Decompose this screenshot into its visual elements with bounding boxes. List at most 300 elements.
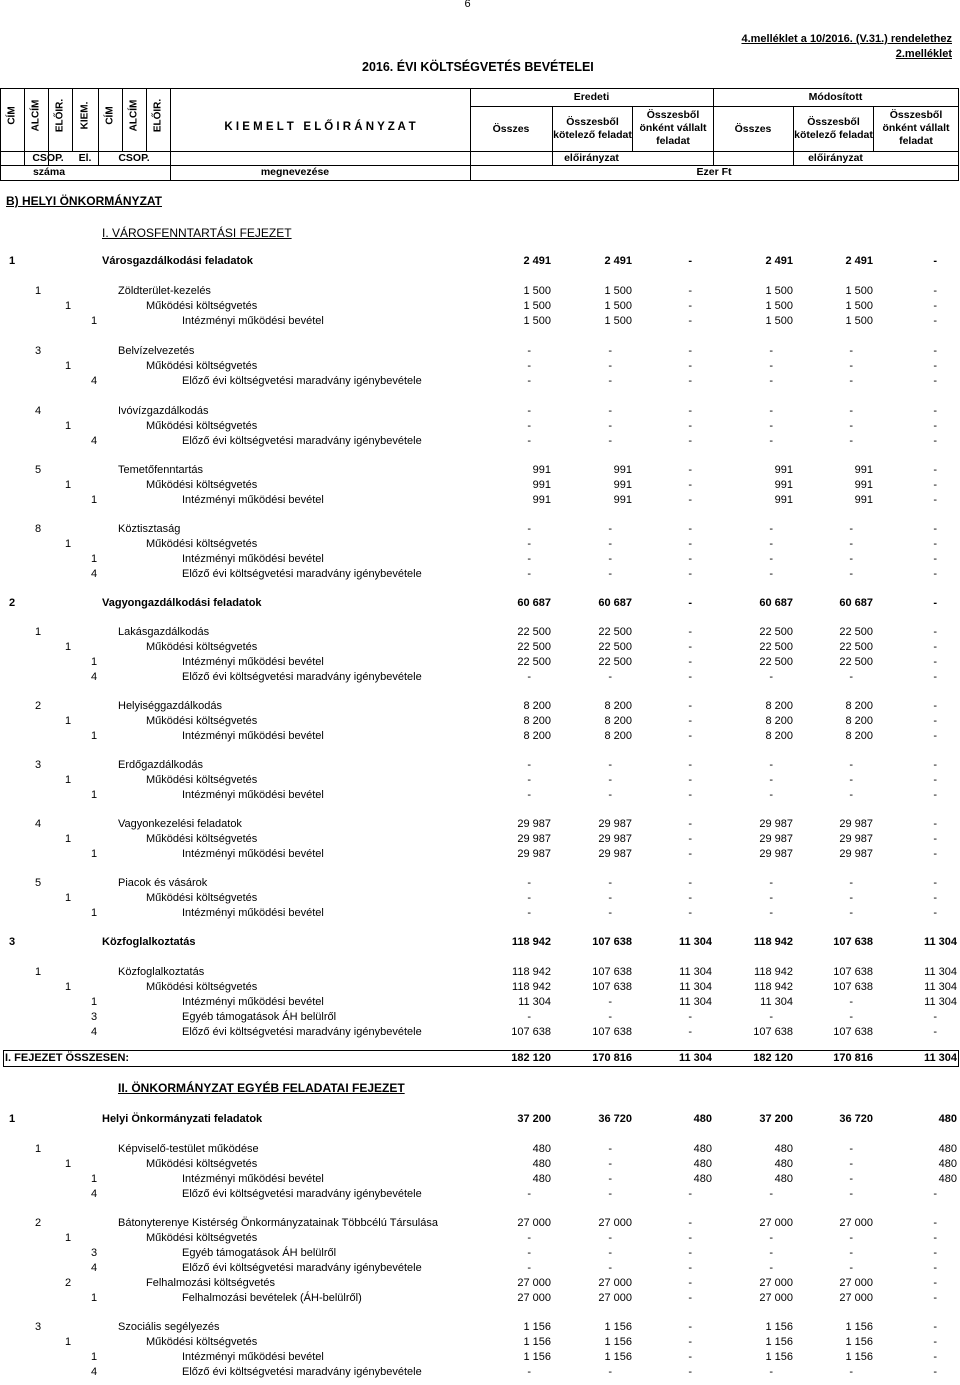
row-name: Vagyonkezelési feladatok (118, 818, 242, 830)
table-row (0, 981, 960, 996)
row-value: 27 000 (839, 1292, 873, 1304)
row-value: 29 987 (598, 833, 632, 845)
table-row (0, 1217, 960, 1232)
row-value: - (849, 759, 853, 771)
row-name: Belvízelvezetés (118, 345, 195, 357)
row-value: - (933, 1262, 937, 1274)
row-code: 4 (90, 671, 98, 683)
row-code: 3 (8, 936, 16, 948)
row-value: - (933, 494, 937, 506)
row-value: 107 638 (592, 966, 632, 978)
table-row (0, 1292, 960, 1307)
row-value: - (688, 1262, 692, 1274)
row-name: Felhalmozási költségvetés (146, 1277, 276, 1289)
row-value: 1 156 (845, 1351, 873, 1363)
row-value: 480 (693, 1173, 712, 1185)
row-value: - (933, 715, 937, 727)
row-value: 991 (854, 479, 873, 491)
header-kotelezo-2: Összesből kötelező feladat (794, 116, 873, 141)
row-code: 1 (64, 981, 72, 993)
row-value: - (933, 523, 937, 535)
section-title: B) HELYI ÖNKORMÁNYZAT (6, 194, 162, 208)
row-value: 991 (774, 479, 793, 491)
table-row (0, 892, 960, 907)
row-value: - (688, 494, 692, 506)
row-value: - (933, 538, 937, 550)
row-value: - (527, 553, 531, 565)
header-osszes: Összes (492, 123, 530, 135)
row-value: - (933, 789, 937, 801)
table-row (0, 1277, 960, 1292)
row-value: - (933, 255, 937, 267)
row-value: - (688, 1247, 692, 1259)
row-value: - (849, 877, 853, 889)
row-value: - (769, 420, 773, 432)
table-row (0, 877, 960, 892)
row-code: 1 (64, 715, 72, 727)
row-value: 11 304 (678, 1052, 712, 1064)
row-value: 991 (532, 479, 551, 491)
row-value: - (688, 375, 692, 387)
table-row (0, 759, 960, 774)
row-value: - (769, 1011, 773, 1023)
table-row (0, 996, 960, 1011)
row-code: 1 (34, 285, 42, 297)
row-value: - (688, 1277, 692, 1289)
row-value: - (769, 1247, 773, 1259)
row-value: - (933, 848, 937, 860)
annex-label (741, 32, 952, 62)
table-row (0, 1351, 960, 1366)
row-value: - (608, 553, 612, 565)
row-name: Felhalmozási bevételek (ÁH-belülről) (182, 1292, 362, 1304)
row-value: 60 687 (839, 597, 873, 609)
row-value: 8 200 (523, 730, 551, 742)
row-value: - (933, 375, 937, 387)
row-name: Előző évi költségvetési maradvány igénybevétele (182, 671, 422, 683)
row-value: - (933, 1026, 937, 1038)
row-value: - (527, 1366, 531, 1378)
row-value: 22 500 (598, 656, 632, 668)
row-value: 480 (532, 1158, 551, 1170)
row-value: - (608, 789, 612, 801)
row-code: 4 (90, 1026, 98, 1038)
row-code: 1 (90, 730, 98, 742)
chapter-total-row (0, 1052, 960, 1067)
header-cim-2: CÍM (104, 106, 116, 125)
row-value: - (769, 345, 773, 357)
row-value: - (688, 759, 692, 771)
row-name: Működési költségvetés (146, 360, 258, 372)
row-value: - (769, 671, 773, 683)
row-code: 1 (90, 1351, 98, 1363)
row-code: 4 (90, 1188, 98, 1200)
row-value: 2 491 (765, 255, 793, 267)
row-value: - (933, 671, 937, 683)
table-row (0, 568, 960, 583)
table-row (0, 1262, 960, 1277)
row-value: - (933, 1277, 937, 1289)
row-value: - (688, 1026, 692, 1038)
row-value: - (527, 1232, 531, 1244)
header-eloiranyzat-2: előirányzat (808, 152, 863, 164)
row-value: 1 156 (765, 1336, 793, 1348)
table-row (0, 420, 960, 435)
row-value: - (688, 641, 692, 653)
row-code: 4 (34, 405, 42, 417)
row-name: Működési költségvetés (146, 892, 258, 904)
table-row (0, 523, 960, 538)
row-value: 1 500 (845, 285, 873, 297)
row-value: - (527, 568, 531, 580)
row-value: - (769, 789, 773, 801)
table-row (0, 907, 960, 922)
row-code: 1 (64, 360, 72, 372)
row-value: - (608, 345, 612, 357)
row-value: - (933, 553, 937, 565)
row-name: I. FEJEZET ÖSSZESEN: (5, 1052, 130, 1064)
row-value: 480 (693, 1143, 712, 1155)
table-row (0, 435, 960, 450)
row-name: Előző évi költségvetési maradvány igénybevétele (182, 1026, 422, 1038)
row-value: 107 638 (592, 936, 632, 948)
table-row (0, 1366, 960, 1381)
row-code: 1 (8, 255, 16, 267)
row-value: - (933, 700, 937, 712)
row-value: 480 (774, 1158, 793, 1170)
row-value: - (608, 360, 612, 372)
row-value: - (849, 1173, 853, 1185)
row-code: 5 (34, 877, 42, 889)
table-row (0, 538, 960, 553)
row-code: 4 (90, 568, 98, 580)
row-value: - (849, 671, 853, 683)
row-value: - (608, 538, 612, 550)
row-value: - (688, 774, 692, 786)
row-value: - (849, 907, 853, 919)
row-name: Intézményi működési bevétel (182, 848, 324, 860)
row-value: 118 942 (511, 936, 551, 948)
row-value: 8 200 (604, 715, 632, 727)
row-value: - (769, 553, 773, 565)
row-value: 60 687 (598, 597, 632, 609)
row-value: - (688, 656, 692, 668)
row-value: 991 (774, 464, 793, 476)
chapter-title-2: II. ÖNKORMÁNYZAT EGYÉB FELADATAI FEJEZET (118, 1081, 405, 1095)
row-value: 27 000 (759, 1217, 793, 1229)
row-code: 1 (90, 848, 98, 860)
table-row (0, 597, 960, 612)
row-name: Helyiséggazdálkodás (118, 700, 222, 712)
row-value: - (688, 715, 692, 727)
row-value: 22 500 (759, 641, 793, 653)
row-value: 27 000 (517, 1292, 551, 1304)
table-row (0, 405, 960, 420)
row-value: - (527, 774, 531, 786)
header-ezer-ft: Ezer Ft (696, 166, 732, 178)
row-value: - (933, 405, 937, 417)
row-code: 3 (90, 1247, 98, 1259)
row-value: 22 500 (839, 641, 873, 653)
row-code: 3 (34, 345, 42, 357)
row-value: 8 200 (845, 730, 873, 742)
row-value: 29 987 (839, 833, 873, 845)
row-value: - (933, 597, 937, 609)
table-row (0, 553, 960, 568)
row-value: - (688, 553, 692, 565)
row-value: 29 987 (517, 833, 551, 845)
row-value: - (688, 360, 692, 372)
row-value: - (608, 435, 612, 447)
row-name: Intézményi működési bevétel (182, 315, 324, 327)
row-value: - (849, 435, 853, 447)
row-value: 480 (774, 1173, 793, 1185)
page-number: 6 (464, 0, 471, 10)
row-value: 60 687 (759, 597, 793, 609)
row-value: - (527, 1011, 531, 1023)
row-value: - (527, 375, 531, 387)
row-value: - (608, 420, 612, 432)
row-value: - (688, 464, 692, 476)
row-value: - (688, 626, 692, 638)
row-value: 107 638 (592, 981, 632, 993)
row-code: 1 (90, 1292, 98, 1304)
row-value: - (688, 1321, 692, 1333)
row-code: 1 (64, 641, 72, 653)
row-value: 11 304 (923, 1052, 957, 1064)
row-value: - (608, 892, 612, 904)
row-name: Ivóvízgazdálkodás (118, 405, 209, 417)
row-value: - (933, 345, 937, 357)
row-value: - (688, 315, 692, 327)
row-value: 118 942 (754, 981, 793, 993)
row-value: 8 200 (765, 715, 793, 727)
row-value: - (688, 1366, 692, 1378)
row-value: - (688, 818, 692, 830)
row-value: 1 156 (604, 1351, 632, 1363)
row-value: 8 200 (604, 700, 632, 712)
row-value: 22 500 (517, 626, 551, 638)
row-value: 29 987 (759, 833, 793, 845)
table-row (0, 464, 960, 479)
row-code: 1 (64, 1158, 72, 1170)
row-name: Intézményi működési bevétel (182, 996, 324, 1008)
row-code: 1 (90, 553, 98, 565)
table-row (0, 936, 960, 951)
row-name: Piacok és vásárok (118, 877, 208, 889)
row-name: Előző évi költségvetési maradvány igénybevétele (182, 435, 422, 447)
row-value: 27 000 (759, 1277, 793, 1289)
table-row (0, 1188, 960, 1203)
row-value: 991 (613, 494, 632, 506)
row-value: - (688, 1336, 692, 1348)
row-value: - (933, 656, 937, 668)
table-row (0, 656, 960, 671)
row-value: 107 638 (833, 966, 873, 978)
row-value: 2 491 (845, 255, 873, 267)
row-name: Intézményi működési bevétel (182, 1173, 324, 1185)
row-value: - (769, 1262, 773, 1274)
row-value: - (688, 523, 692, 535)
row-value: - (849, 1143, 853, 1155)
row-name: Közfoglalkoztatás (102, 936, 196, 948)
row-value: 8 200 (845, 715, 873, 727)
row-value: 1 500 (523, 285, 551, 297)
row-value: 991 (613, 479, 632, 491)
row-value: - (849, 523, 853, 535)
row-value: 1 500 (604, 315, 632, 327)
row-value: - (608, 1262, 612, 1274)
row-value: - (769, 759, 773, 771)
row-name: Működési költségvetés (146, 538, 258, 550)
row-value: - (608, 759, 612, 771)
row-value: - (688, 597, 692, 609)
row-value: 991 (532, 464, 551, 476)
row-value: - (849, 538, 853, 550)
row-value: - (933, 1292, 937, 1304)
row-code: 1 (8, 1113, 16, 1125)
row-value: 27 000 (598, 1217, 632, 1229)
row-value: - (688, 1232, 692, 1244)
row-value: 29 987 (598, 818, 632, 830)
row-value: - (769, 538, 773, 550)
row-value: - (527, 759, 531, 771)
row-code: 1 (90, 996, 98, 1008)
row-value: 182 120 (511, 1052, 551, 1064)
row-name: Működési költségvetés (146, 300, 258, 312)
row-value: 8 200 (765, 730, 793, 742)
row-name: Zöldterület-kezelés (118, 285, 211, 297)
row-value: - (933, 420, 937, 432)
table-row (0, 1143, 960, 1158)
row-value: - (849, 996, 853, 1008)
row-name: Működési költségvetés (146, 715, 258, 727)
row-value: - (933, 464, 937, 476)
row-value: - (527, 435, 531, 447)
row-value: - (933, 300, 937, 312)
row-value: - (688, 345, 692, 357)
table-row (0, 966, 960, 981)
row-value: 27 000 (839, 1277, 873, 1289)
row-name: Egyéb támogatások ÁH belülről (182, 1247, 337, 1259)
header-onkent: Összesből önként vállalt feladat (639, 109, 707, 147)
row-name: Működési költségvetés (146, 833, 258, 845)
row-value: 107 638 (833, 1026, 873, 1038)
row-value: 1 156 (845, 1321, 873, 1333)
row-value: 1 156 (523, 1321, 551, 1333)
table-row (0, 375, 960, 390)
row-value: - (688, 907, 692, 919)
row-value: - (933, 759, 937, 771)
row-value: - (769, 1188, 773, 1200)
row-value: - (769, 568, 773, 580)
row-code: 1 (64, 833, 72, 845)
row-name: Működési költségvetés (146, 774, 258, 786)
row-value: 36 720 (598, 1113, 632, 1125)
row-code: 1 (34, 1143, 42, 1155)
row-value: - (933, 1011, 937, 1023)
row-value: - (849, 568, 853, 580)
row-code: 2 (34, 700, 42, 712)
row-code: 4 (34, 818, 42, 830)
header-el: El. (78, 152, 92, 164)
row-value: 118 942 (512, 966, 551, 978)
row-name: Intézményi működési bevétel (182, 907, 324, 919)
row-value: - (933, 626, 937, 638)
row-value: - (933, 285, 937, 297)
row-value: - (608, 523, 612, 535)
row-value: 11 304 (679, 981, 712, 993)
table-row (0, 833, 960, 848)
table-row (0, 1321, 960, 1336)
row-value: - (769, 405, 773, 417)
row-code: 4 (90, 1262, 98, 1274)
row-value: - (527, 538, 531, 550)
row-value: - (933, 730, 937, 742)
row-value: 1 500 (765, 300, 793, 312)
row-value: 991 (613, 464, 632, 476)
header-kotelezo: Összesből kötelező feladat (553, 116, 632, 141)
row-value: - (933, 1366, 937, 1378)
row-value: 991 (854, 464, 873, 476)
row-value: - (933, 1217, 937, 1229)
row-name: Intézményi működési bevétel (182, 789, 324, 801)
row-value: 29 987 (839, 818, 873, 830)
row-value: 11 304 (760, 996, 793, 1008)
row-value: - (688, 789, 692, 801)
row-value: - (933, 315, 937, 327)
row-value: 11 304 (679, 996, 712, 1008)
header-eredeti: Eredeti (573, 91, 610, 103)
row-value: - (688, 892, 692, 904)
row-value: 1 500 (523, 315, 551, 327)
row-code: 3 (34, 1321, 42, 1333)
row-value: 29 987 (598, 848, 632, 860)
row-value: 480 (693, 1158, 712, 1170)
row-value: - (527, 789, 531, 801)
row-value: 991 (854, 494, 873, 506)
row-value: - (933, 641, 937, 653)
table-row (0, 1026, 960, 1041)
row-value: - (608, 568, 612, 580)
row-value: - (608, 1188, 612, 1200)
row-value: - (769, 892, 773, 904)
row-name: Vagyongazdálkodási feladatok (102, 597, 262, 609)
table-row (0, 285, 960, 300)
row-value: - (688, 285, 692, 297)
row-value: - (769, 375, 773, 387)
row-code: 1 (90, 1173, 98, 1185)
row-code: 1 (64, 479, 72, 491)
row-code: 1 (90, 656, 98, 668)
row-value: 170 816 (592, 1052, 632, 1064)
row-value: - (608, 774, 612, 786)
row-value: - (527, 877, 531, 889)
row-value: - (608, 671, 612, 683)
row-value: - (849, 1247, 853, 1259)
row-value: - (769, 1366, 773, 1378)
row-value: 27 000 (598, 1292, 632, 1304)
header-szama: száma (32, 166, 66, 178)
row-value: 22 500 (839, 626, 873, 638)
row-code: 2 (8, 597, 16, 609)
row-value: 480 (938, 1158, 957, 1170)
row-code: 1 (64, 1232, 72, 1244)
row-value: - (933, 360, 937, 372)
row-value: 11 304 (924, 966, 957, 978)
row-value: 107 638 (753, 1026, 793, 1038)
row-name: Városgazdálkodási feladatok (102, 255, 253, 267)
